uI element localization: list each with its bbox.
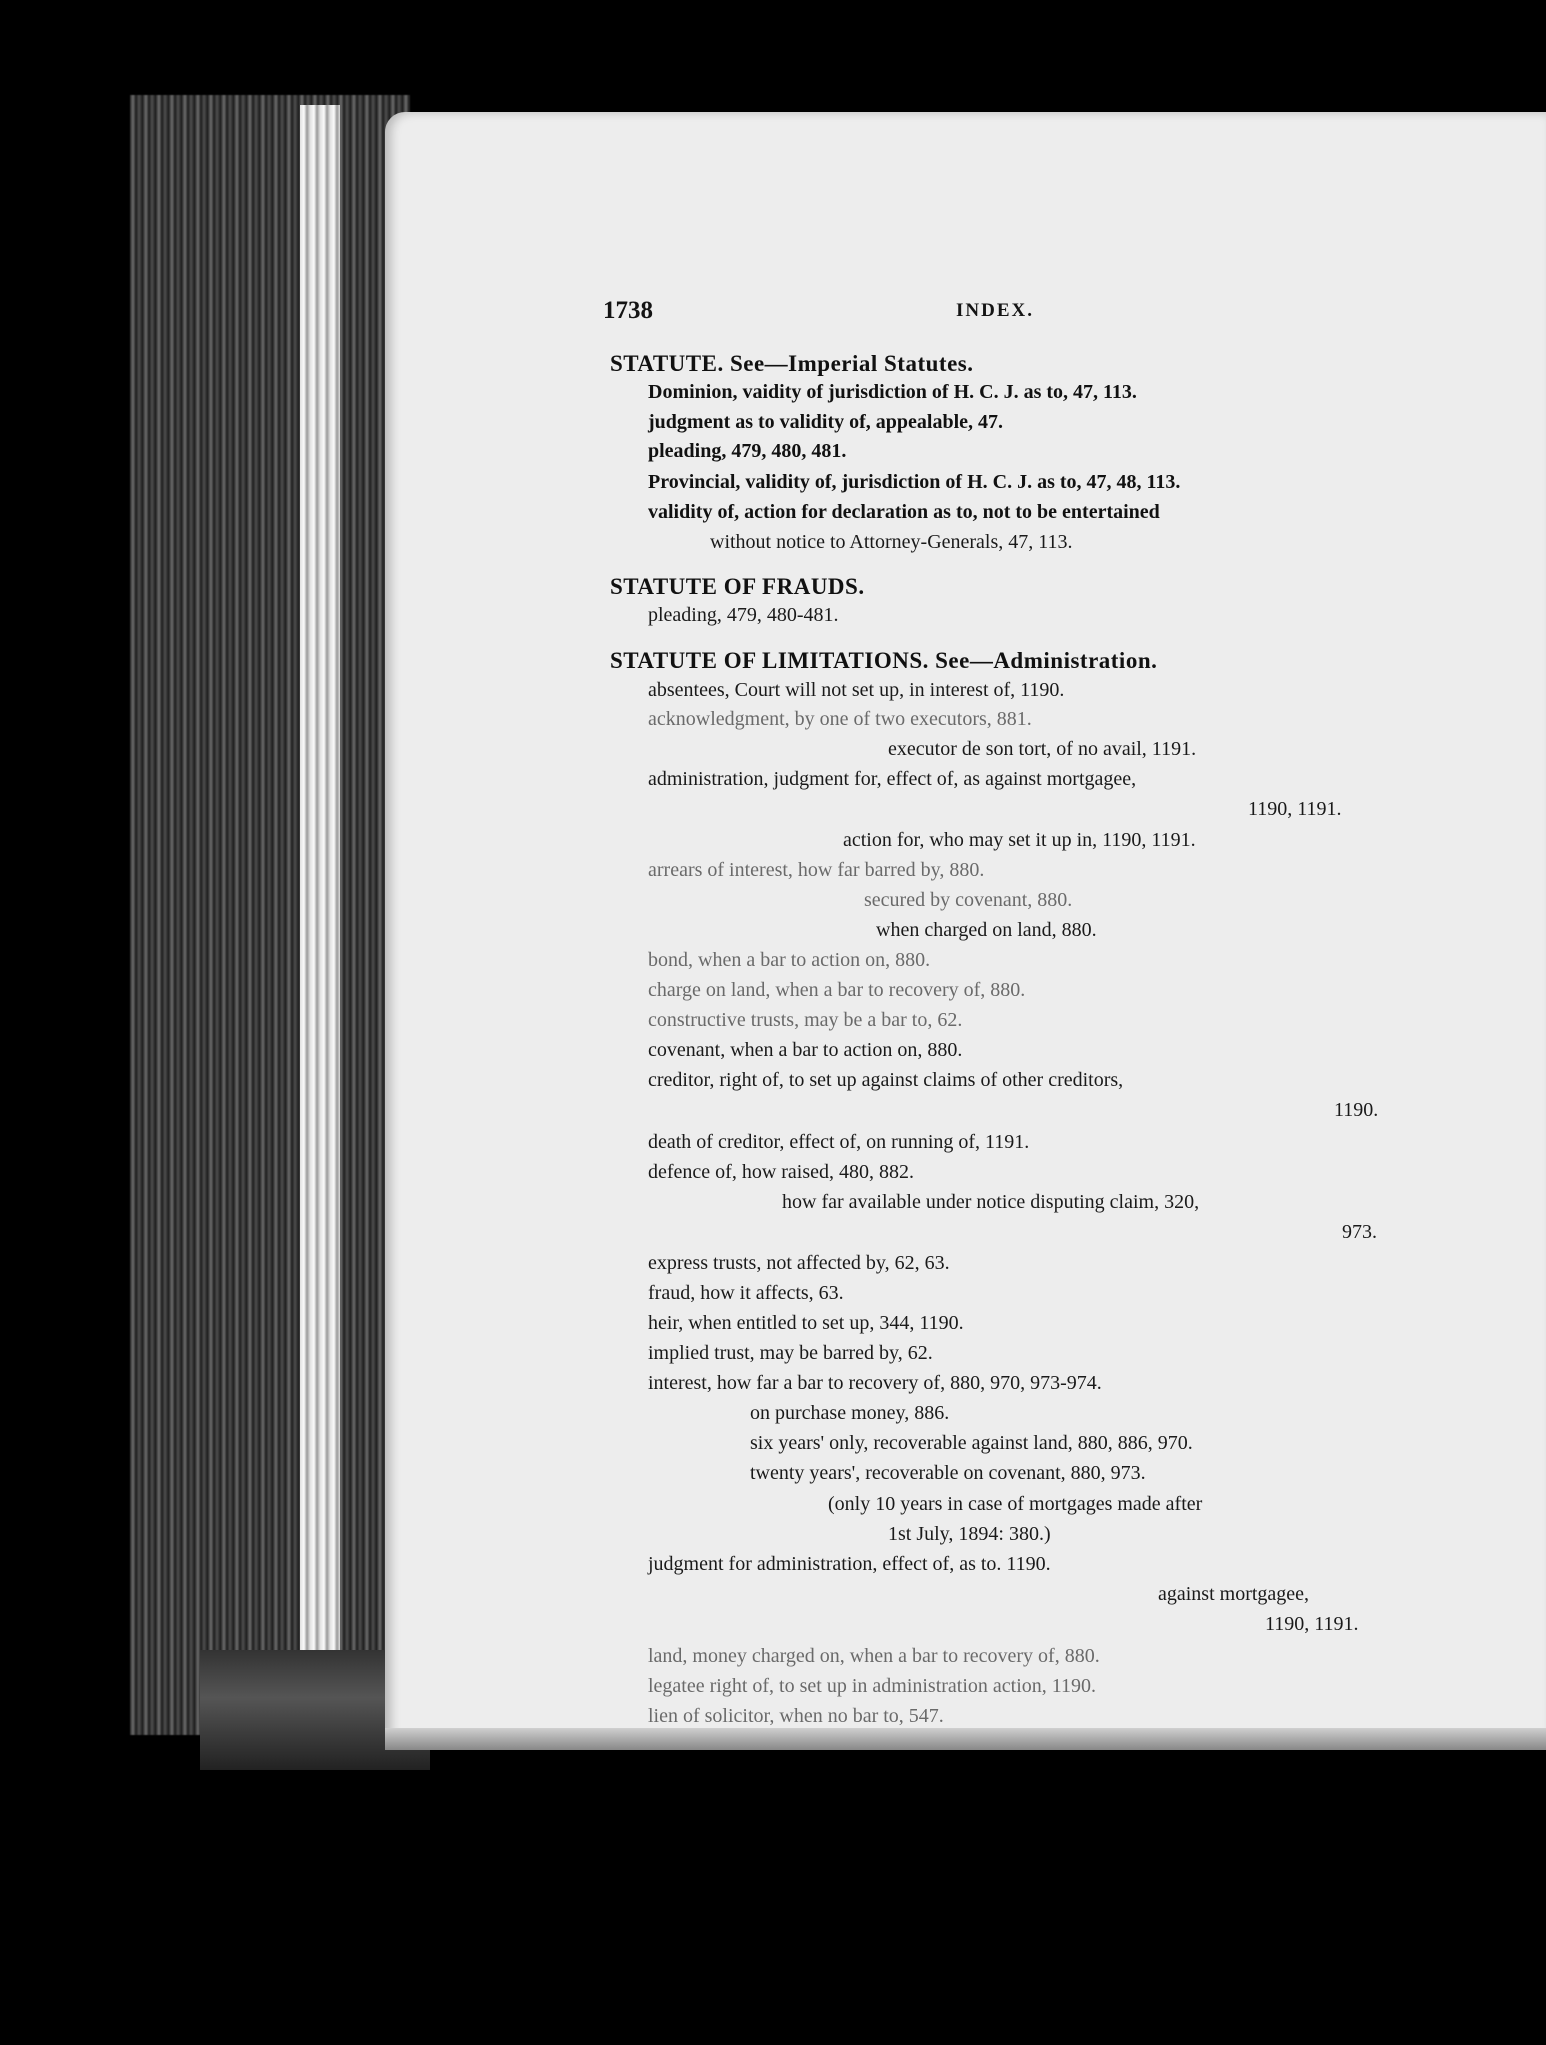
index-line: pleading, 479, 480, 481. [648, 440, 847, 462]
index-line: interest, how far a bar to recovery of, 880, 970, 973-974. [648, 1372, 1102, 1394]
index-line: twenty years', recoverable on covenant, 880, 973. [750, 1462, 1146, 1484]
index-line: covenant, when a bar to action on, 880. [648, 1039, 963, 1061]
index-line: legatee right of, to set up in administration action, 1190. [648, 1675, 1097, 1697]
index-line: implied trust, may be barred by, 62. [648, 1342, 933, 1364]
page-header [603, 297, 1083, 327]
index-line: against mortgagee, [1158, 1583, 1310, 1605]
index-line: action for, who may set it up in, 1190, 1191. [843, 829, 1196, 851]
index-line: death of creditor, effect of, on running of, 1191. [648, 1131, 1030, 1153]
index-line: how far available under notice disputing claim, 320, [782, 1191, 1200, 1213]
index-line: acknowledgment, by one of two executors, 881. [648, 708, 1032, 730]
index-line: (only 10 years in case of mortgages made after [828, 1493, 1203, 1515]
index-line: 1190. [1334, 1099, 1379, 1121]
book-page-edges [130, 95, 410, 1735]
index-line: Dominion, vaidity of jurisdiction of H. C. J. as to, 47, 113. [648, 381, 1137, 403]
index-line: without notice to Attorney-Generals, 47, 113. [710, 531, 1073, 553]
index-line: pleading, 479, 480-481. [648, 604, 839, 626]
index-line: Provincial, validity of, jurisdiction of H. C. J. as to, 47, 48, 113. [648, 471, 1181, 493]
index-line: fraud, how it affects, 63. [648, 1282, 844, 1304]
index-line: 1st July, 1894: 380.) [888, 1523, 1051, 1545]
index-line: 973. [1342, 1221, 1377, 1243]
book-page-edges-light [300, 105, 340, 1725]
page-number: 1738 [603, 297, 653, 324]
index-line: charge on land, when a bar to recovery of, 880. [648, 979, 1026, 1001]
index-line: constructive trusts, may be a bar to, 62. [648, 1009, 963, 1031]
index-line: lien of solicitor, when no bar to, 547. [648, 1705, 944, 1727]
index-line: creditor, right of, to set up against claims of other creditors, [648, 1069, 1124, 1091]
index-line: administration, judgment for, effect of, as against mortgagee, [648, 768, 1137, 790]
index-line: secured by covenant, 880. [864, 889, 1073, 911]
index-line: bond, when a bar to action on, 880. [648, 949, 931, 971]
index-line: heir, when entitled to set up, 344, 1190. [648, 1312, 964, 1334]
index-line: 1190, 1191. [1248, 798, 1342, 820]
heading-statute-of-frauds: STATUTE OF FRAUDS. [610, 574, 865, 599]
index-line: arrears of interest, how far barred by, 880. [648, 859, 985, 881]
index-line: defence of, how raised, 480, 882. [648, 1161, 915, 1183]
index-line: executor de son tort, of no avail, 1191. [888, 738, 1197, 760]
index-line: judgment as to validity of, appealable, 47. [648, 411, 1004, 433]
page-bottom-shadow [385, 1728, 1546, 1750]
index-line: six years' only, recoverable against land, 880, 886, 970. [750, 1432, 1193, 1454]
index-line: on purchase money, 886. [750, 1402, 950, 1424]
index-line: express trusts, not affected by, 62, 63. [648, 1252, 950, 1274]
index-line: land, money charged on, when a bar to recovery of, 880. [648, 1645, 1100, 1667]
index-line: absentees, Court will not set up, in interest of, 1190. [648, 679, 1065, 701]
index-line: 1190, 1191. [1265, 1613, 1359, 1635]
index-line: when charged on land, 880. [876, 919, 1097, 941]
index-line: validity of, action for declaration as to, not to be entertained [648, 501, 1160, 523]
heading-statute: STATUTE. See—Imperial Statutes. [610, 351, 974, 376]
running-head: INDEX. [956, 300, 1034, 321]
index-line: judgment for administration, effect of, as to. 1190. [648, 1553, 1051, 1575]
heading-statute-of-limitations: STATUTE OF LIMITATIONS. See—Administration. [610, 648, 1158, 673]
